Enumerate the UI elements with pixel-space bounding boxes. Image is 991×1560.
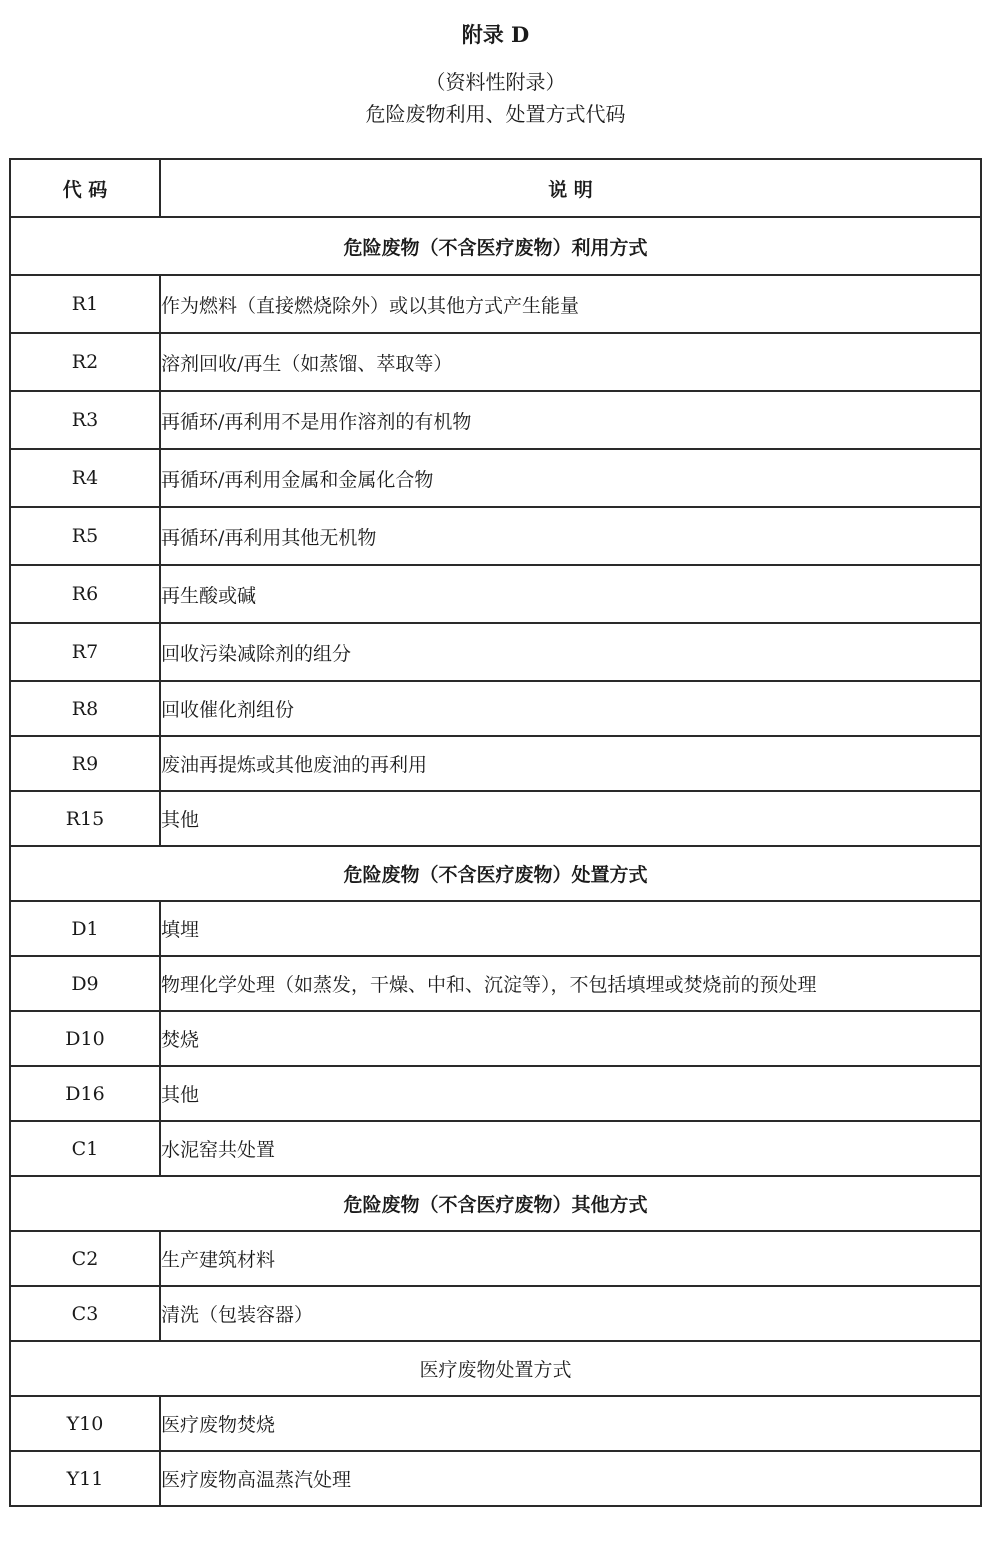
row-description: 再循环/再利用不是用作溶剂的有机物 <box>160 391 981 449</box>
row-description: 其他 <box>160 1066 981 1121</box>
table-row <box>10 736 981 791</box>
table-row <box>10 623 981 681</box>
row-code: R6 <box>10 565 160 623</box>
table-row <box>10 1396 981 1451</box>
row-code: C1 <box>10 1121 160 1176</box>
row-code: R15 <box>10 791 160 846</box>
row-code: C3 <box>10 1286 160 1341</box>
section-title: 危险废物（不含医疗废物）利用方式 <box>10 217 981 275</box>
section-row <box>10 1341 981 1396</box>
table-row <box>10 275 981 333</box>
table-row <box>10 901 981 956</box>
row-code: R2 <box>10 333 160 391</box>
row-description: 溶剂回收/再生（如蒸馏、萃取等） <box>160 333 981 391</box>
row-description: 其他 <box>160 791 981 846</box>
table-row <box>10 1121 981 1176</box>
header-code: 代 码 <box>10 159 160 217</box>
section-row <box>10 846 981 901</box>
row-description: 再循环/再利用其他无机物 <box>160 507 981 565</box>
section-row <box>10 1176 981 1231</box>
row-code: D10 <box>10 1011 160 1066</box>
row-code: R8 <box>10 681 160 736</box>
row-description: 水泥窑共处置 <box>160 1121 981 1176</box>
row-description: 回收污染减除剂的组分 <box>160 623 981 681</box>
table-row <box>10 956 981 1011</box>
table-row <box>10 449 981 507</box>
table-row <box>10 391 981 449</box>
table-row <box>10 1451 981 1506</box>
row-code: R4 <box>10 449 160 507</box>
disposal-code-table <box>9 158 982 1507</box>
row-description: 作为燃料（直接燃烧除外）或以其他方式产生能量 <box>160 275 981 333</box>
row-code: R1 <box>10 275 160 333</box>
row-description: 物理化学处理（如蒸发，干燥、中和、沉淀等），不包括填埋或焚烧前的预处理 <box>160 956 981 1011</box>
row-description: 医疗废物焚烧 <box>160 1396 981 1451</box>
table-row <box>10 565 981 623</box>
row-code: R5 <box>10 507 160 565</box>
row-code: R7 <box>10 623 160 681</box>
row-code: R3 <box>10 391 160 449</box>
section-title: 医疗废物处置方式 <box>10 1341 981 1396</box>
row-code: Y10 <box>10 1396 160 1451</box>
appendix-subtitle: （资料性附录） <box>425 70 566 94</box>
row-description: 焚烧 <box>160 1011 981 1066</box>
row-code: D1 <box>10 901 160 956</box>
row-description: 医疗废物高温蒸汽处理 <box>160 1451 981 1506</box>
row-code: D9 <box>10 956 160 1011</box>
row-code: R9 <box>10 736 160 791</box>
table-row <box>10 333 981 391</box>
table-header-row <box>10 159 981 217</box>
table-row <box>10 1011 981 1066</box>
table-row <box>10 1286 981 1341</box>
table-row <box>10 681 981 736</box>
row-description: 回收催化剂组份 <box>160 681 981 736</box>
row-code: D16 <box>10 1066 160 1121</box>
row-description: 生产建筑材料 <box>160 1231 981 1286</box>
table-row <box>10 507 981 565</box>
row-code: Y11 <box>10 1451 160 1506</box>
table-row <box>10 1066 981 1121</box>
table-row <box>10 791 981 846</box>
row-description: 再生酸或碱 <box>160 565 981 623</box>
section-title: 危险废物（不含医疗废物）其他方式 <box>10 1176 981 1231</box>
header-description: 说 明 <box>160 159 981 217</box>
row-description: 再循环/再利用金属和金属化合物 <box>160 449 981 507</box>
row-description: 废油再提炼或其他废油的再利用 <box>160 736 981 791</box>
appendix-heading: 危险废物利用、处置方式代码 <box>365 102 626 126</box>
section-title: 危险废物（不含医疗废物）处置方式 <box>10 846 981 901</box>
appendix-title: 附录 D <box>461 22 530 47</box>
row-description: 填埋 <box>160 901 981 956</box>
row-description: 清洗（包装容器） <box>160 1286 981 1341</box>
table-row <box>10 1231 981 1286</box>
section-row <box>10 217 981 275</box>
row-code: C2 <box>10 1231 160 1286</box>
